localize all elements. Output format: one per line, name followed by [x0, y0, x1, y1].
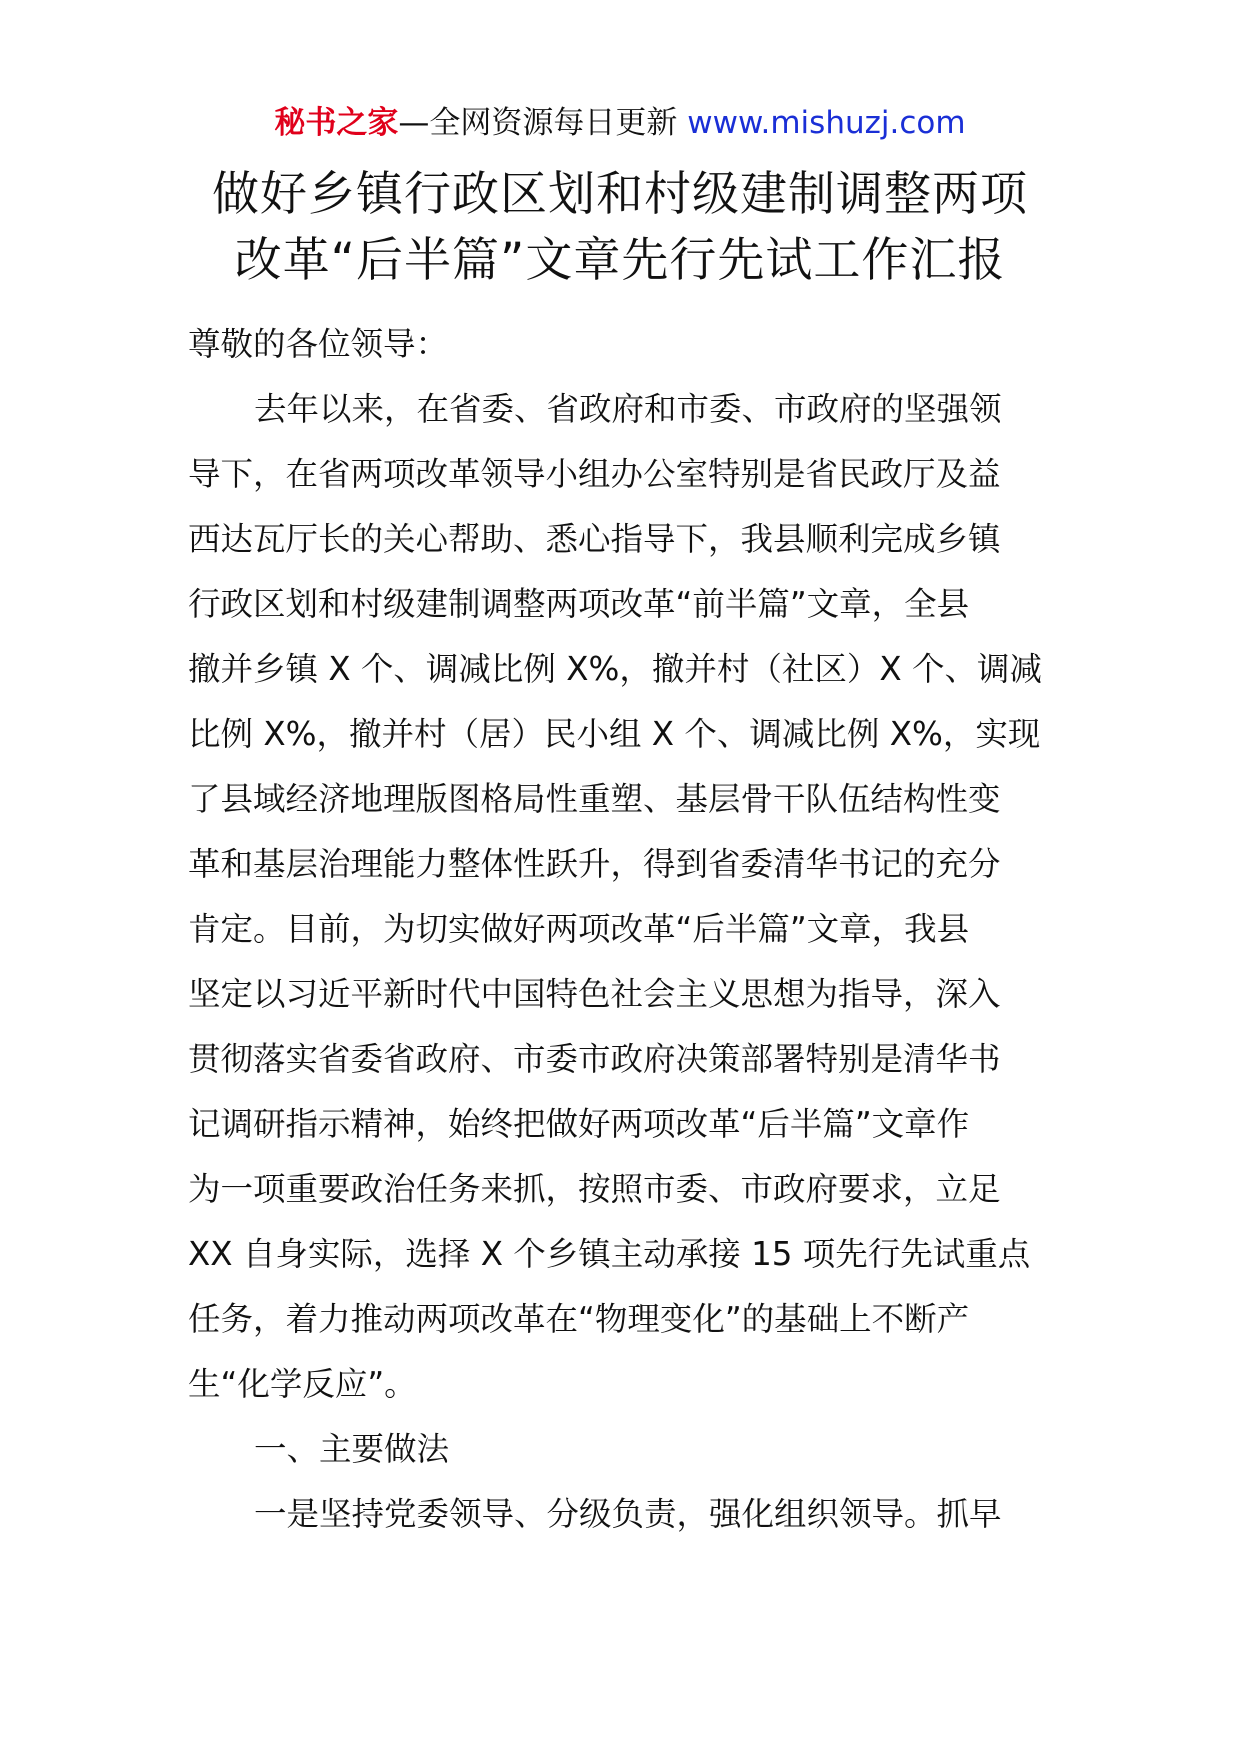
site-brand: 秘书之家 — [274, 105, 399, 141]
paragraph-1 — [188, 377, 1056, 1417]
paragraph-line: 肯定。目前，为切实做好两项改革“后半篇”文章，我县 — [188, 910, 970, 948]
paragraph-line: 坚定以习近平新时代中国特色社会主义思想为指导，深入 — [188, 975, 1001, 1013]
paragraph-line: 革和基层治理能力整体性跃升，得到省委清华书记的充分 — [188, 845, 1001, 883]
document-title-line-2: 改革“后半篇”文章先行先试工作汇报 — [234, 233, 1006, 288]
document-body — [188, 312, 1056, 1547]
paragraph-line: 行政区划和村级建制调整两项改革“前半篇”文章，全县 — [188, 585, 970, 623]
site-header — [0, 100, 1240, 146]
paragraph-line: 西达瓦厅长的关心帮助、悉心指导下，我县顺利完成乡镇 — [188, 520, 1001, 558]
paragraph-line: 记调研指示精神，始终把做好两项改革“后半篇”文章作 — [188, 1105, 970, 1143]
salutation: 尊敬的各位领导： — [188, 325, 449, 363]
paragraph-line: 了县域经济地理版图格局性重塑、基层骨干队伍结构性变 — [188, 780, 1001, 818]
paragraph-line: 任务，着力推动两项改革在“物理变化”的基础上不断产 — [188, 1300, 970, 1338]
site-url-link[interactable]: www.mishuzj.com — [687, 105, 966, 141]
paragraph-line: 贯彻落实省委省政府、市委市政府决策部署特别是清华书 — [188, 1040, 1001, 1078]
paragraph-line: 去年以来，在省委、省政府和市委、市政府的坚强领 — [254, 390, 1002, 428]
paragraph-line: 导下，在省两项改革领导小组办公室特别是省民政厅及益 — [188, 455, 1001, 493]
document-title-line-1: 做好乡镇行政区划和村级建制调整两项 — [212, 167, 1028, 222]
section-heading: 一、主要做法 — [254, 1430, 450, 1468]
paragraph-line: XX 自身实际，选择 X 个乡镇主动承接 15 项先行先试重点 — [188, 1235, 1031, 1273]
section-first-line: 一是坚持党委领导、分级负责，强化组织领导。抓早 — [254, 1495, 1002, 1533]
site-slogan: —全网资源每日更新 — [398, 105, 678, 141]
paragraph-line: 比例 X%，撤并村（居）民小组 X 个、调减比例 X%，实现 — [188, 715, 1041, 753]
paragraph-line: 生“化学反应”。 — [188, 1365, 417, 1403]
paragraph-line: 撤并乡镇 X 个、调减比例 X%，撤并村（社区）X 个、调减 — [188, 650, 1042, 688]
paragraph-line: 为一项重要政治任务来抓，按照市委、市政府要求，立足 — [188, 1170, 1001, 1208]
